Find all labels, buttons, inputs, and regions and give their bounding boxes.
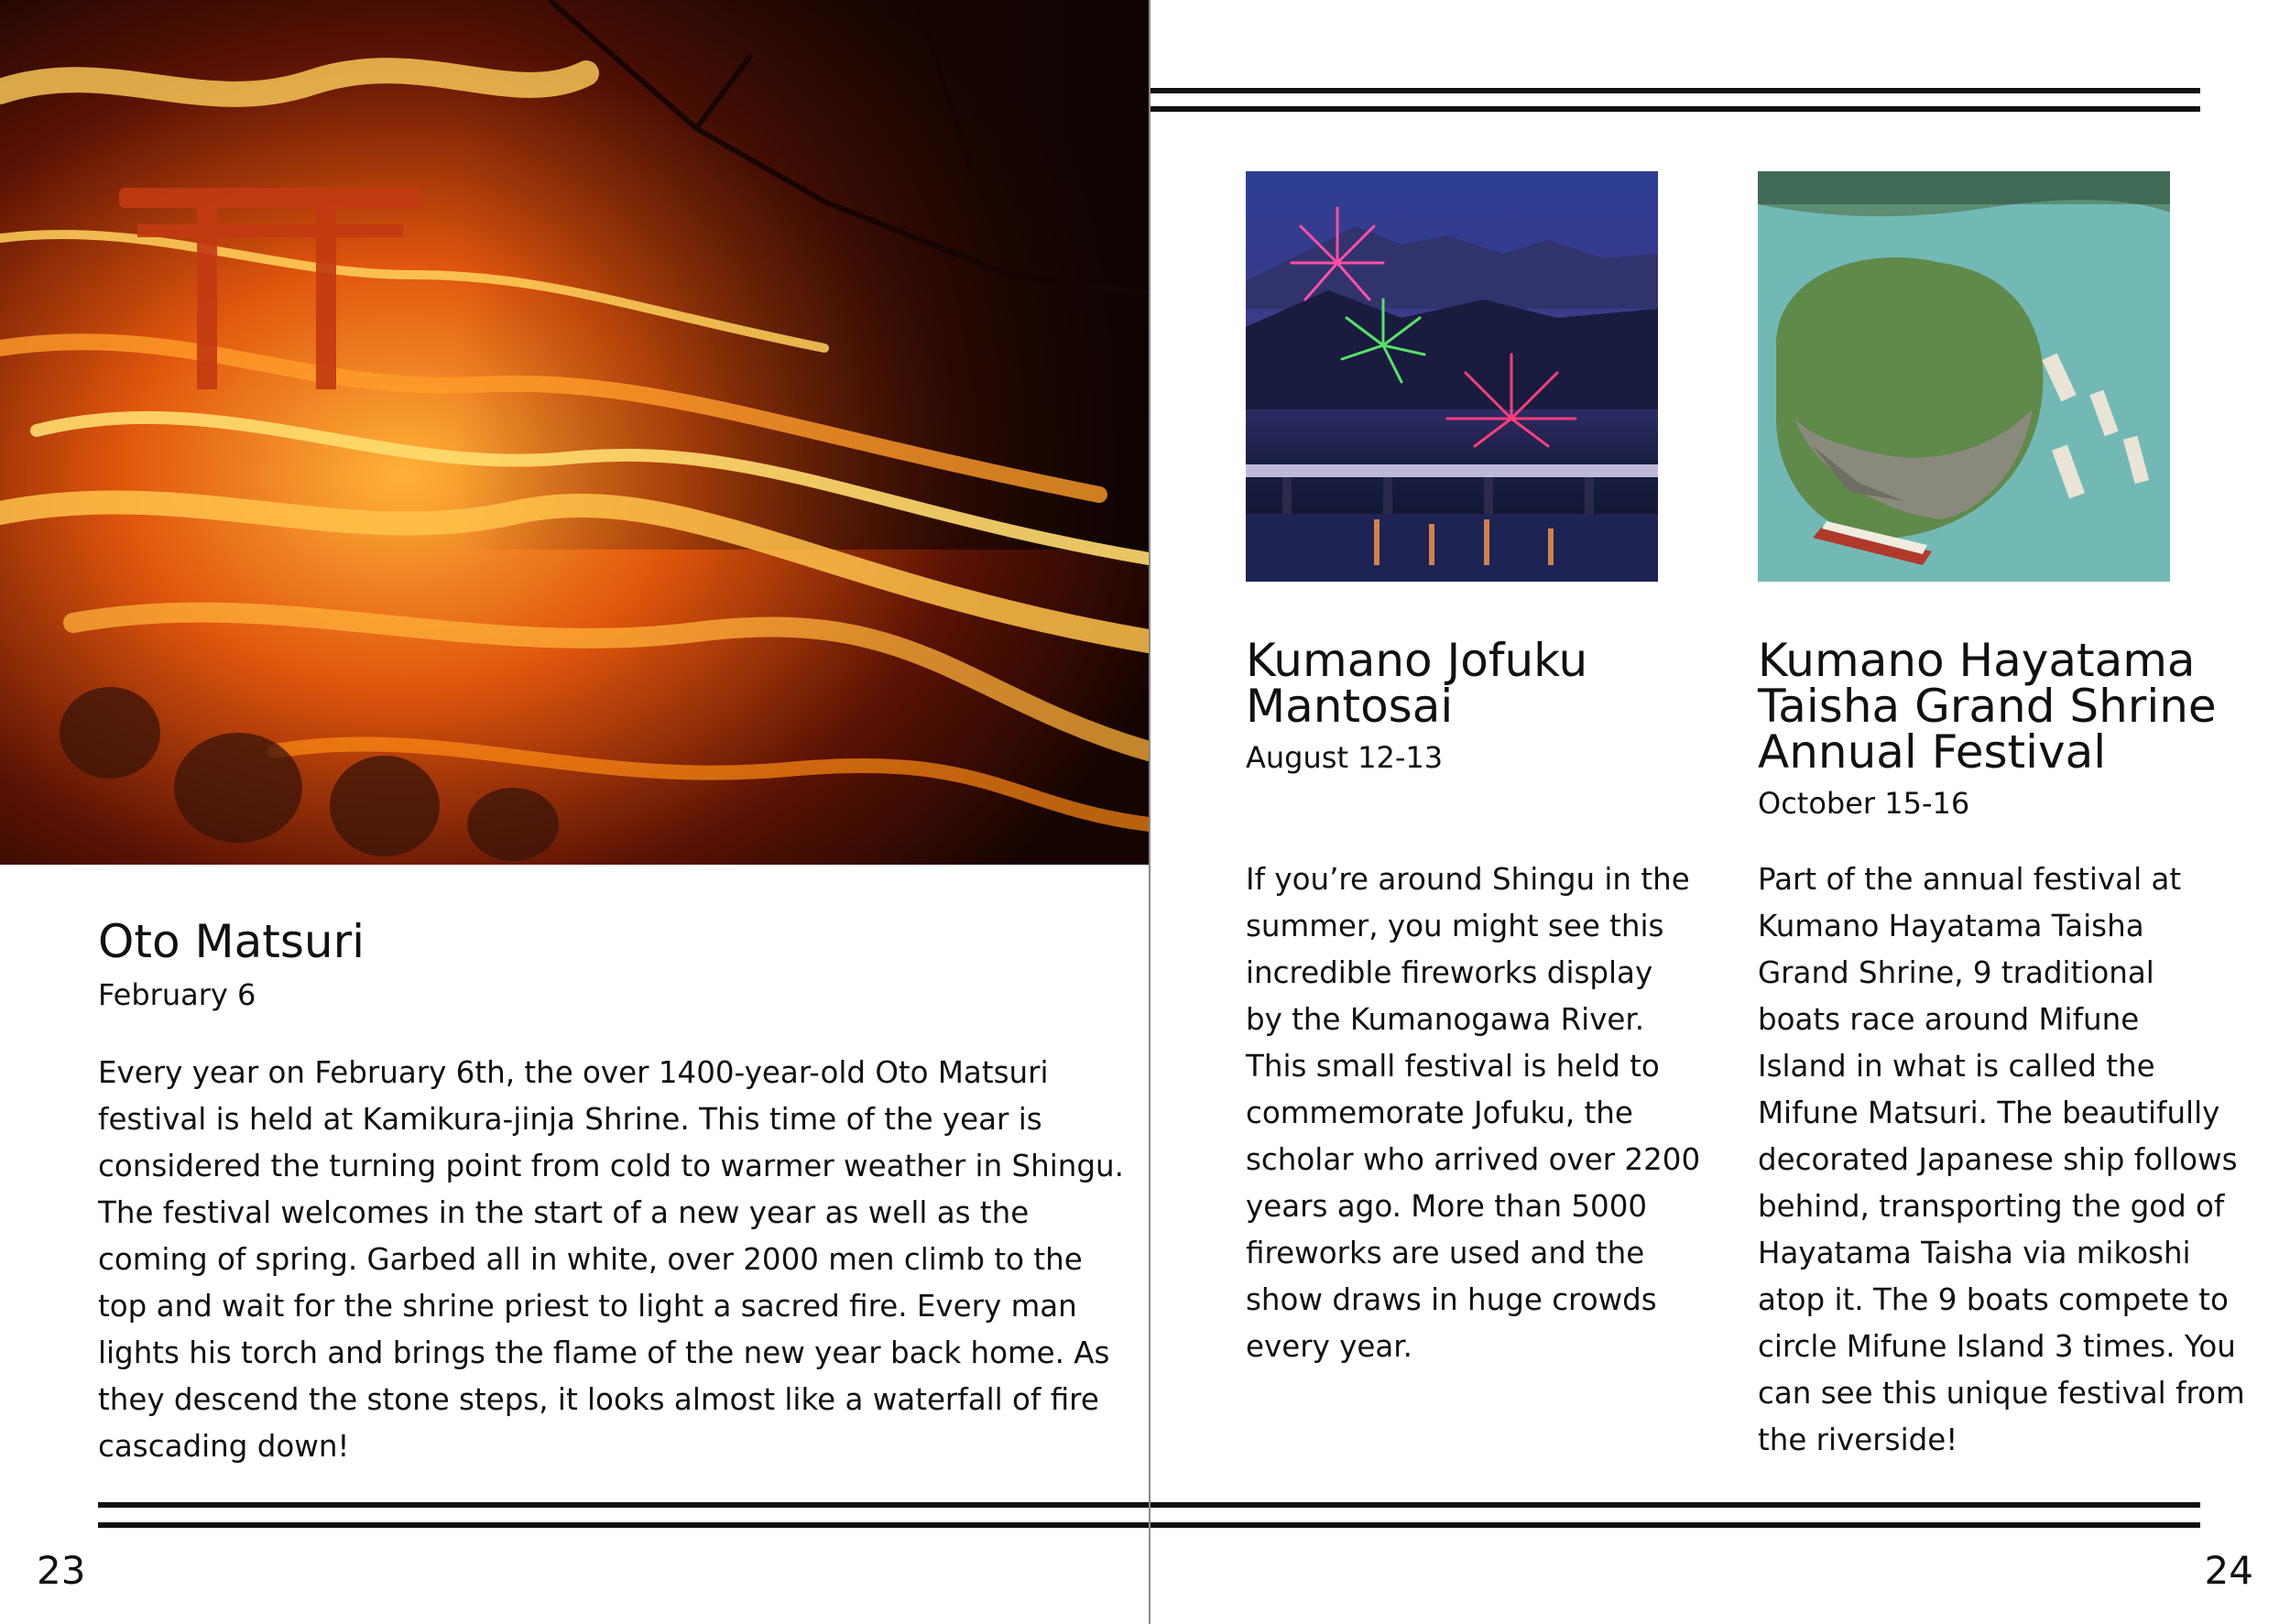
body-line: scholar who arrived over 2200: [1246, 1142, 1701, 1177]
title-line: Mantosai: [1246, 680, 1454, 733]
body-line: fireworks are used and the: [1246, 1236, 1645, 1270]
body-line: commemorate Jofuku, the: [1246, 1095, 1633, 1130]
top-rule-upper: [1150, 88, 2200, 93]
body-line: every year.: [1246, 1329, 1413, 1364]
bottom-rule-upper-left: [98, 1502, 1149, 1508]
body-line: Part of the annual festival at: [1758, 862, 2182, 897]
body-line: considered the turning point from cold to warmer weather in Shingu.: [98, 1149, 1124, 1183]
bottom-rule-upper-right: [1150, 1502, 2200, 1508]
article-body-hayatama-festival: [1758, 856, 2245, 1464]
body-line: If you’re around Shingu in the: [1246, 862, 1690, 897]
body-line: festival is held at Kamikura-jinja Shrine. This time of the year is: [98, 1102, 1042, 1137]
page-spine: [1149, 0, 1150, 1624]
article-title-jofuku-mantosai: [1246, 634, 1588, 733]
body-line: Hayatama Taisha via mikoshi: [1758, 1236, 2191, 1270]
body-line: This small festival is held to: [1246, 1049, 1660, 1084]
body-line: summer, you might see this: [1246, 909, 1664, 943]
bottom-rule-lower-right: [1150, 1522, 2200, 1528]
body-line: Kumano Hayatama Taisha: [1758, 909, 2144, 943]
body-line: The festival welcomes in the start of a new year as well as the: [98, 1195, 1030, 1230]
body-line: the riverside!: [1758, 1422, 1958, 1457]
article-date-oto-matsuri: February 6: [98, 977, 256, 1012]
body-line: atop it. The 9 boats compete to: [1758, 1282, 2229, 1317]
body-line: circle Mifune Island 3 times. You: [1758, 1329, 2236, 1364]
article-date-hayatama-festival: October 15-16: [1758, 786, 1970, 821]
boat-race-photo: [1758, 171, 2170, 582]
bottom-rule-lower-left: [98, 1522, 1149, 1528]
article-body-oto-matsuri: [98, 1050, 1124, 1470]
title-line: Taisha Grand Shrine: [1758, 680, 2217, 733]
fire-festival-photo: [0, 0, 1149, 865]
body-line: lights his torch and brings the flame of the new year back home. As: [98, 1335, 1110, 1370]
body-line: decorated Japanese ship follows: [1758, 1142, 2238, 1177]
body-line: coming of spring. Garbed all in white, over 2000 men climb to the: [98, 1242, 1083, 1277]
body-line: by the Kumanogawa River.: [1246, 1002, 1645, 1037]
article-body-jofuku-mantosai: [1246, 856, 1700, 1370]
page-number-right: 24: [2204, 1548, 2253, 1593]
body-line: behind, transporting the god of: [1758, 1189, 2225, 1224]
title-line: Kumano Hayatama: [1758, 634, 2196, 687]
body-line: years ago. More than 5000: [1246, 1189, 1648, 1224]
body-line: Mifune Matsuri. The beautifully: [1758, 1095, 2220, 1130]
title-line: Annual Festival: [1758, 725, 2107, 779]
article-date-jofuku-mantosai: August 12-13: [1246, 740, 1444, 775]
body-line: Island in what is called the: [1758, 1049, 2155, 1084]
body-line: Grand Shrine, 9 traditional: [1758, 955, 2154, 990]
body-line: Every year on February 6th, the over 1400-year-old Oto Matsuri: [98, 1055, 1049, 1090]
top-rule-lower: [1150, 106, 2200, 112]
body-line: they descend the stone steps, it looks almost like a waterfall of fire: [98, 1382, 1099, 1417]
body-line: top and wait for the shrine priest to light a sacred fire. Every man: [98, 1289, 1077, 1324]
page-number-left: 23: [37, 1548, 86, 1593]
body-line: can see this unique festival from: [1758, 1376, 2245, 1411]
article-title-oto-matsuri: Oto Matsuri: [98, 915, 365, 968]
article-title-hayatama-festival: [1758, 634, 2217, 779]
title-line: Kumano Jofuku: [1246, 634, 1588, 687]
body-line: cascading down!: [98, 1429, 350, 1464]
body-line: show draws in huge crowds: [1246, 1282, 1657, 1317]
body-line: boats race around Mifune: [1758, 1002, 2140, 1037]
fireworks-photo: [1246, 171, 1658, 582]
body-line: incredible fireworks display: [1246, 955, 1653, 990]
